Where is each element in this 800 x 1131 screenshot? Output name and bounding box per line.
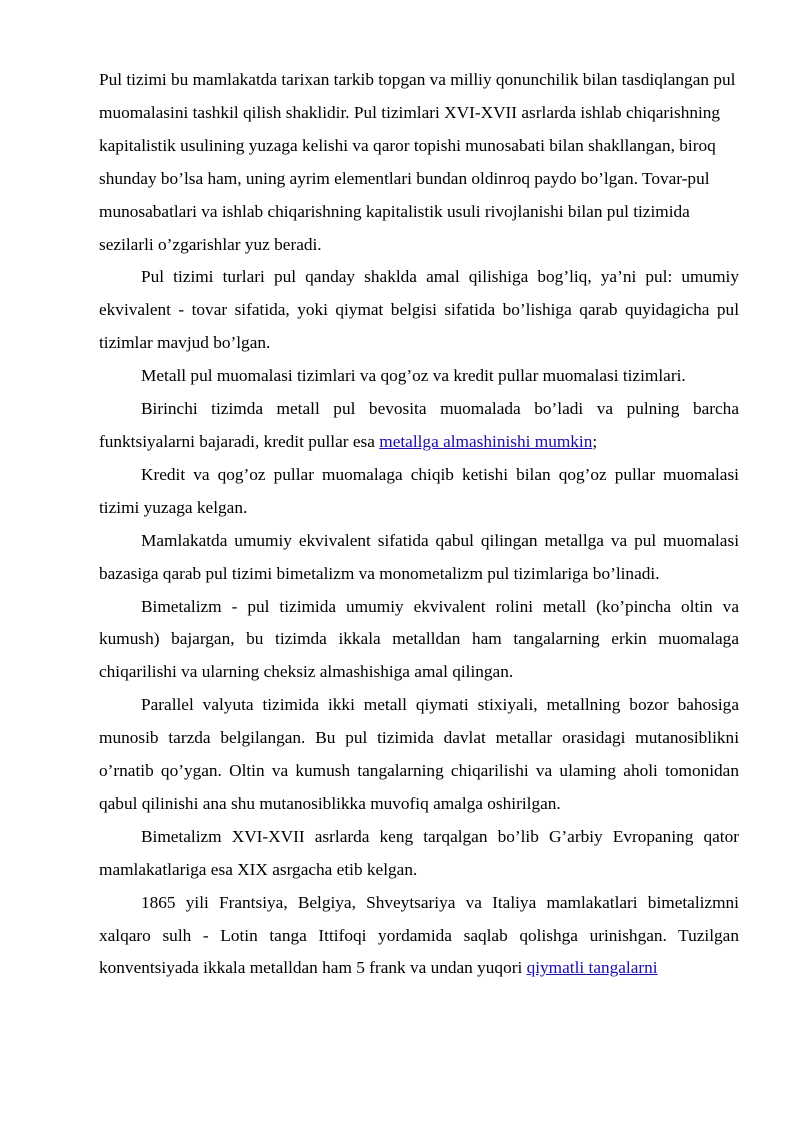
paragraph-3: Metall pul muomalasi tizimlari va qog’oz va kredit pullar muomalasi tizimlari.	[141, 366, 686, 386]
document-body	[99, 64, 739, 985]
paragraph-10	[99, 887, 739, 986]
paragraph-5: Kredit va qog’oz pullar muomalaga chiqib ketishi bilan qog’oz pullar muomalasi tizimi yuzaga kelgan.	[99, 464, 739, 517]
link-metallga-almashinishi[interactable]: metallga almashinishi mumkin	[379, 431, 593, 451]
paragraph-7: Bimetalizm - pul tizimida umumiy ekvivalent rolini metall (ko’pincha oltin va kumush) bajargan, bu tizimda ikkala metalldan ham tangalarning erkin muomalaga chiqarilishi va ularning cheksiz almashishiga amal qilingan.	[99, 596, 739, 682]
paragraph-2: Pul tizimi turlari pul qanday shaklda amal qilishiga bog’liq, ya’ni pul: umumiy ekvivalent - tovar sifatida, yoki qiymat belgisi sifatida bo’lishiga qarab quyidagicha pul tizimlar mavjud bo’lgan.	[99, 267, 739, 353]
link-qiymatli-tangalarni[interactable]: qiymatli tangalarni	[526, 958, 658, 978]
paragraph-9: Bimetalizm XVI-XVII asrlarda keng tarqalgan bo’lib G’arbiy Evropaning qator mamlakatlariga esa XIX asrgacha etib kelgan.	[99, 826, 739, 879]
paragraph-6: Mamlakatda umumiy ekvivalent sifatida qabul qilingan metallga va pul muomalasi bazasiga qarab pul tizimi bimetalizm va monometalizm pul tizimlariga bo’linadi.	[99, 530, 739, 583]
paragraph-4	[99, 393, 739, 459]
paragraph-8: Parallel valyuta tizimida ikki metall qiymati stixiyali, metallning bozor bahosiga munosib tarzda belgilangan. Bu pul tizimida davlat metallar orasidagi mutanosiblikni o’rnatib qo’ygan. Oltin va kumush tangalarning chiqarilishi va ulaming aholi tomonidan qabul qilinishi ana shu mutanosiblikka muvofiq amalga oshirilgan.	[99, 695, 739, 813]
paragraph-1: Pul tizimi bu mamlakatda tarixan tarkib topgan va milliy qonunchilik bilan tasdiqlangan pul muomalasini tashkil qilish shaklidir. Pul tizimlari XVI-XVII asrlarda ishlab chiqarishning kapitalistik usulining yuzaga kelishi va qaror topishi munosabati bilan shakllangan, biroq shunday bo’lsa ham, uning ayrim elementlari bundan oldinroq paydo bo’lgan. Tovar-pul munosabatlari va ishlab chiqarishning kapitalistik usuli rivojlanishi bilan pul tizimida sezilarli o’zgarishlar yuz beradi.	[99, 70, 736, 254]
paragraph-4-text-before: Birinchi tizimda metall pul bevosita muomalada bo’ladi va pulning barcha funktsiyalarni bajaradi, kredit pullar esa	[99, 399, 739, 451]
paragraph-4-text-after: ;	[592, 431, 598, 451]
paragraph-10-text-before: 1865 yili Frantsiya, Belgiya, Shveytsariya va Italiya mamlakatlari bimetalizmni xalqaro sulh - Lotin tanga Ittifoqi yordamida saqlab qolishga urinishgan. Tuzilgan konventsiyada ikkala metalldan ham 5 frank va undan yuqori	[99, 892, 739, 978]
